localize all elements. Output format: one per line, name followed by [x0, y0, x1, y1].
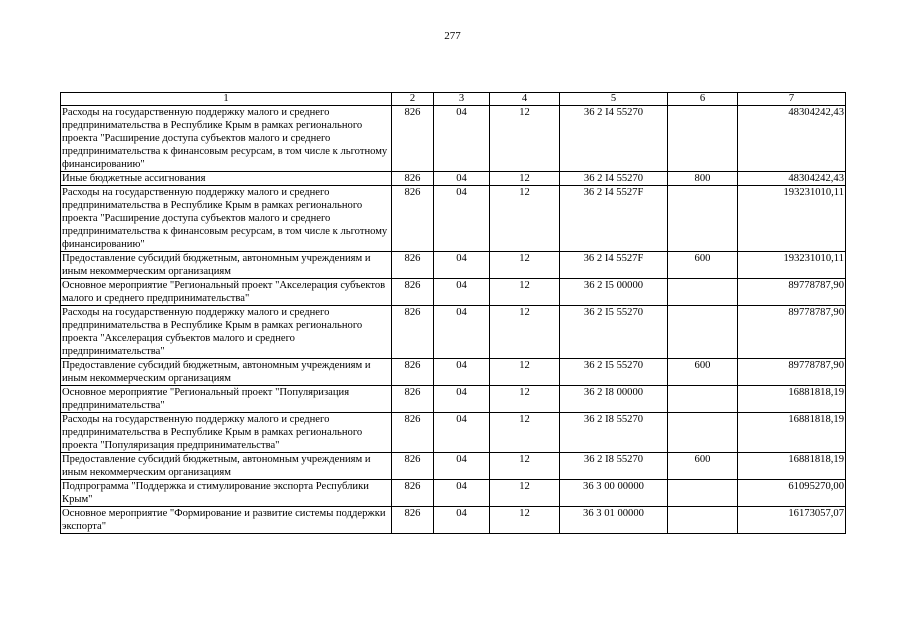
column-header: 7	[738, 93, 846, 106]
amount-value: 61095270,00	[738, 480, 846, 507]
subsection-code: 12	[490, 359, 560, 386]
subsection-code: 12	[490, 252, 560, 279]
ministry-code: 826	[392, 306, 434, 359]
table-row	[61, 279, 846, 306]
amount-value: 48304242,43	[738, 106, 846, 172]
expense-type-code	[668, 413, 738, 453]
ministry-code: 826	[392, 252, 434, 279]
subsection-code: 12	[490, 453, 560, 480]
target-article-code: 36 2 I8 55270	[560, 413, 668, 453]
table-row	[61, 386, 846, 413]
target-article-code: 36 2 I4 55270	[560, 172, 668, 186]
expense-type-code: 600	[668, 252, 738, 279]
section-code: 04	[434, 453, 490, 480]
expense-type-code	[668, 186, 738, 252]
column-header: 3	[434, 93, 490, 106]
amount-value: 89778787,90	[738, 279, 846, 306]
table-row	[61, 359, 846, 386]
section-code: 04	[434, 279, 490, 306]
amount-value: 48304242,43	[738, 172, 846, 186]
column-header: 5	[560, 93, 668, 106]
ministry-code: 826	[392, 413, 434, 453]
row-name: Иные бюджетные ассигнования	[61, 172, 392, 186]
amount-value: 16881818,19	[738, 413, 846, 453]
table-row	[61, 106, 846, 172]
row-name: Подпрограмма "Поддержка и стимулирование экспорта Республики Крым"	[61, 480, 392, 507]
column-header: 2	[392, 93, 434, 106]
ministry-code: 826	[392, 172, 434, 186]
row-name: Предоставление субсидий бюджетным, автономным учреждениям и иным некоммерческим организациям	[61, 359, 392, 386]
section-code: 04	[434, 480, 490, 507]
target-article-code: 36 2 I8 00000	[560, 386, 668, 413]
section-code: 04	[434, 106, 490, 172]
amount-value: 16881818,19	[738, 453, 846, 480]
amount-value: 16173057,07	[738, 507, 846, 534]
subsection-code: 12	[490, 106, 560, 172]
section-code: 04	[434, 413, 490, 453]
subsection-code: 12	[490, 386, 560, 413]
row-name: Расходы на государственную поддержку малого и среднего предпринимательства в Республике Крым в рамках регионального проекта "Популяризация предпринимательства"	[61, 413, 392, 453]
row-name: Основное мероприятие "Формирование и развитие системы поддержки экспорта"	[61, 507, 392, 534]
ministry-code: 826	[392, 279, 434, 306]
target-article-code: 36 2 I5 55270	[560, 359, 668, 386]
target-article-code: 36 2 I5 00000	[560, 279, 668, 306]
section-code: 04	[434, 172, 490, 186]
table-row	[61, 507, 846, 534]
row-name: Предоставление субсидий бюджетным, автономным учреждениям и иным некоммерческим организациям	[61, 252, 392, 279]
amount-value: 193231010,11	[738, 252, 846, 279]
table-row	[61, 252, 846, 279]
section-code: 04	[434, 306, 490, 359]
expense-type-code	[668, 279, 738, 306]
target-article-code: 36 2 I5 55270	[560, 306, 668, 359]
row-name: Основное мероприятие "Региональный проект "Популяризация предпринимательства"	[61, 386, 392, 413]
column-header: 1	[61, 93, 392, 106]
expense-type-code	[668, 386, 738, 413]
section-code: 04	[434, 186, 490, 252]
table-row	[61, 306, 846, 359]
section-code: 04	[434, 252, 490, 279]
table-row	[61, 453, 846, 480]
subsection-code: 12	[490, 172, 560, 186]
ministry-code: 826	[392, 186, 434, 252]
subsection-code: 12	[490, 186, 560, 252]
expense-type-code: 800	[668, 172, 738, 186]
target-article-code: 36 3 00 00000	[560, 480, 668, 507]
amount-value: 193231010,11	[738, 186, 846, 252]
ministry-code: 826	[392, 386, 434, 413]
ministry-code: 826	[392, 453, 434, 480]
table-row	[61, 186, 846, 252]
ministry-code: 826	[392, 106, 434, 172]
budget-table	[60, 92, 846, 534]
table-row	[61, 413, 846, 453]
ministry-code: 826	[392, 507, 434, 534]
subsection-code: 12	[490, 279, 560, 306]
subsection-code: 12	[490, 507, 560, 534]
subsection-code: 12	[490, 413, 560, 453]
expense-type-code: 600	[668, 453, 738, 480]
table-row	[61, 480, 846, 507]
table-row	[61, 172, 846, 186]
column-header: 6	[668, 93, 738, 106]
row-name: Расходы на государственную поддержку малого и среднего предпринимательства в Республике Крым в рамках регионального проекта "Расширение доступа субъектов малого и среднего предпринимательства к финансовым ресурсам, в том числе к льготному финансированию"	[61, 186, 392, 252]
page-number: 277	[444, 30, 461, 42]
ministry-code: 826	[392, 359, 434, 386]
target-article-code: 36 2 I4 55270	[560, 106, 668, 172]
row-name: Расходы на государственную поддержку малого и среднего предпринимательства в Республике Крым в рамках регионального проекта "Акселерация субъектов малого и среднего предпринимательства"	[61, 306, 392, 359]
amount-value: 16881818,19	[738, 386, 846, 413]
section-code: 04	[434, 359, 490, 386]
expense-type-code	[668, 306, 738, 359]
column-header: 4	[490, 93, 560, 106]
row-name: Предоставление субсидий бюджетным, автономным учреждениям и иным некоммерческим организациям	[61, 453, 392, 480]
subsection-code: 12	[490, 306, 560, 359]
expense-type-code: 600	[668, 359, 738, 386]
table-header-row	[61, 93, 846, 106]
ministry-code: 826	[392, 480, 434, 507]
subsection-code: 12	[490, 480, 560, 507]
target-article-code: 36 2 I4 5527F	[560, 186, 668, 252]
expense-type-code	[668, 480, 738, 507]
section-code: 04	[434, 507, 490, 534]
target-article-code: 36 2 I8 55270	[560, 453, 668, 480]
target-article-code: 36 3 01 00000	[560, 507, 668, 534]
target-article-code: 36 2 I4 5527F	[560, 252, 668, 279]
expense-type-code	[668, 507, 738, 534]
section-code: 04	[434, 386, 490, 413]
amount-value: 89778787,90	[738, 306, 846, 359]
row-name: Расходы на государственную поддержку малого и среднего предпринимательства в Республике Крым в рамках регионального проекта "Расширение доступа субъектов малого и среднего предпринимательства к финансовым ресурсам, в том числе к льготному финансированию"	[61, 106, 392, 172]
row-name: Основное мероприятие "Региональный проект "Акселерация субъектов малого и среднего предпринимательства"	[61, 279, 392, 306]
expense-type-code	[668, 106, 738, 172]
amount-value: 89778787,90	[738, 359, 846, 386]
